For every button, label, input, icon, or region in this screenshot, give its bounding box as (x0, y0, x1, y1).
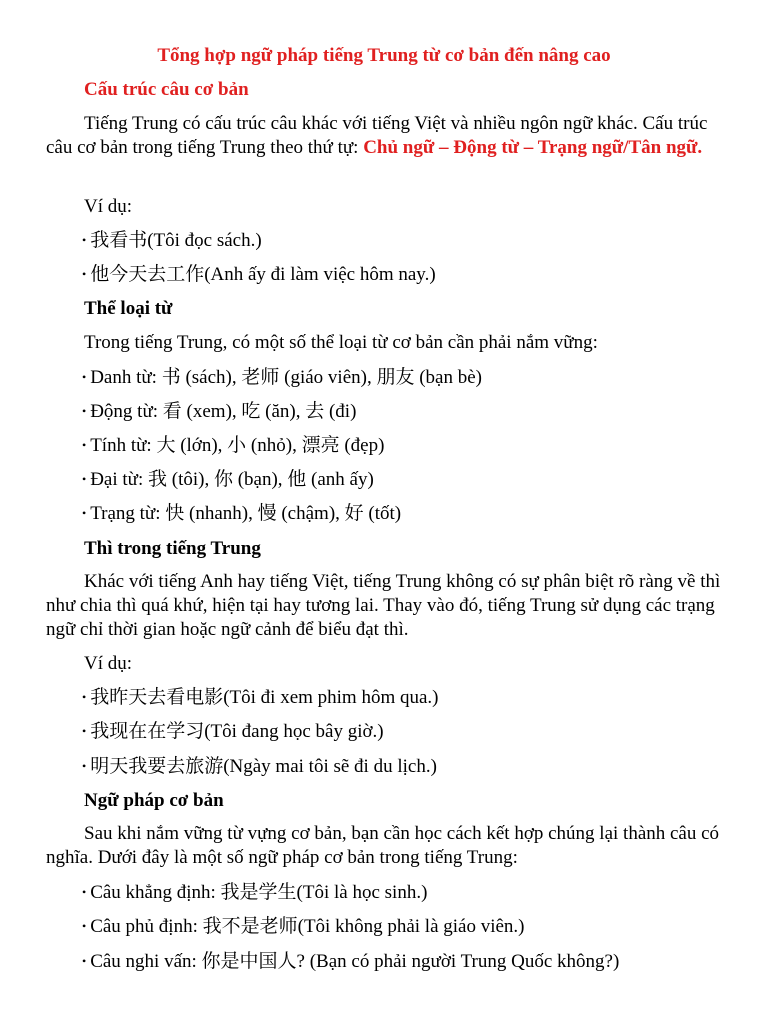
paragraph-basic-grammar: Sau khi nắm vững từ vựng cơ bản, bạn cần học cách kết hợp chúng lại thành câu có nghĩa. Dưới đây là một số ngữ pháp cơ bản trong tiếng Trung: (46, 823, 720, 868)
bullet-icon: • (82, 438, 87, 452)
example-label: Ví dụ: (84, 196, 133, 217)
bullet-icon: • (82, 919, 87, 933)
list-item: • Câu nghi vấn: 你是中国人? (Bạn có phải người Trung Quốc không?) (82, 951, 620, 972)
bullet-icon: • (82, 759, 87, 773)
list-item: • 他今天去工作(Anh ấy đi làm việc hôm nay.) (82, 264, 436, 285)
list-item: • 我现在在学习(Tôi đang học bây giờ.) (82, 721, 384, 742)
bullet-icon: • (82, 724, 87, 738)
heading-basic-grammar: Ngữ pháp cơ bản (84, 790, 224, 811)
bullet-icon: • (82, 506, 87, 520)
list-item: • 我昨天去看电影(Tôi đi xem phim hôm qua.) (82, 687, 439, 708)
paragraph-sentence-structure (46, 112, 726, 160)
bullet-icon: • (82, 267, 87, 281)
list-item: • Câu phủ định: 我不是老师(Tôi không phải là giáo viên.) (82, 916, 525, 937)
list-item: • 我看书(Tôi đọc sách.) (82, 230, 262, 251)
heading-tenses: Thì trong tiếng Trung (84, 538, 261, 559)
list-item: • Động từ: 看 (xem), 吃 (ăn), 去 (đi) (82, 401, 357, 422)
bullet-icon: • (82, 404, 87, 418)
list-item: • Đại từ: 我 (tôi), 你 (bạn), 他 (anh ấy) (82, 469, 374, 490)
paragraph-emphasis: Chủ ngữ – Động từ – Trạng ngữ/Tân ngữ. (363, 137, 703, 158)
list-item: • Câu khẳng định: 我是学生(Tôi là học sinh.) (82, 882, 428, 903)
bullet-icon: • (82, 954, 87, 968)
bullet-icon: • (82, 370, 87, 384)
heading-word-types: Thể loại từ (84, 298, 173, 319)
heading-sentence-structure: Cấu trúc câu cơ bản (84, 79, 249, 100)
example-label: Ví dụ: (84, 653, 133, 674)
bullet-icon: • (82, 690, 87, 704)
list-item: • Tính từ: 大 (lớn), 小 (nhỏ), 漂亮 (đẹp) (82, 435, 385, 456)
paragraph-plain-text: Tiếng Trung có cấu trúc câu khác với tiếng Việt và nhiều ngôn ngữ khác. Cấu trúc câu cơ bản trong tiếng Trung theo thứ tự: (46, 113, 708, 158)
list-item: • Danh từ: 书 (sách), 老师 (giáo viên), 朋友 (bạn bè) (82, 367, 482, 388)
bullet-icon: • (82, 233, 87, 247)
bullet-icon: • (82, 885, 87, 899)
bullet-icon: • (82, 472, 87, 486)
paragraph-tenses: Khác với tiếng Anh hay tiếng Việt, tiếng Trung không có sự phân biệt rõ ràng về thì như chia thì quá khứ, hiện tại hay tương lai. Thay vào đó, tiếng Trung sử dụng các trạng ngữ chỉ thời gian hoặc ngữ cảnh để biểu đạt thì. (46, 571, 721, 640)
paragraph-word-types: Trong tiếng Trung, có một số thể loại từ cơ bản cần phải nắm vững: (84, 332, 598, 353)
list-item: • Trạng từ: 快 (nhanh), 慢 (chậm), 好 (tốt) (82, 503, 402, 524)
list-item: • 明天我要去旅游(Ngày mai tôi sẽ đi du lịch.) (82, 756, 437, 777)
document-title: Tổng hợp ngữ pháp tiếng Trung từ cơ bản đến nâng cao (157, 45, 611, 66)
